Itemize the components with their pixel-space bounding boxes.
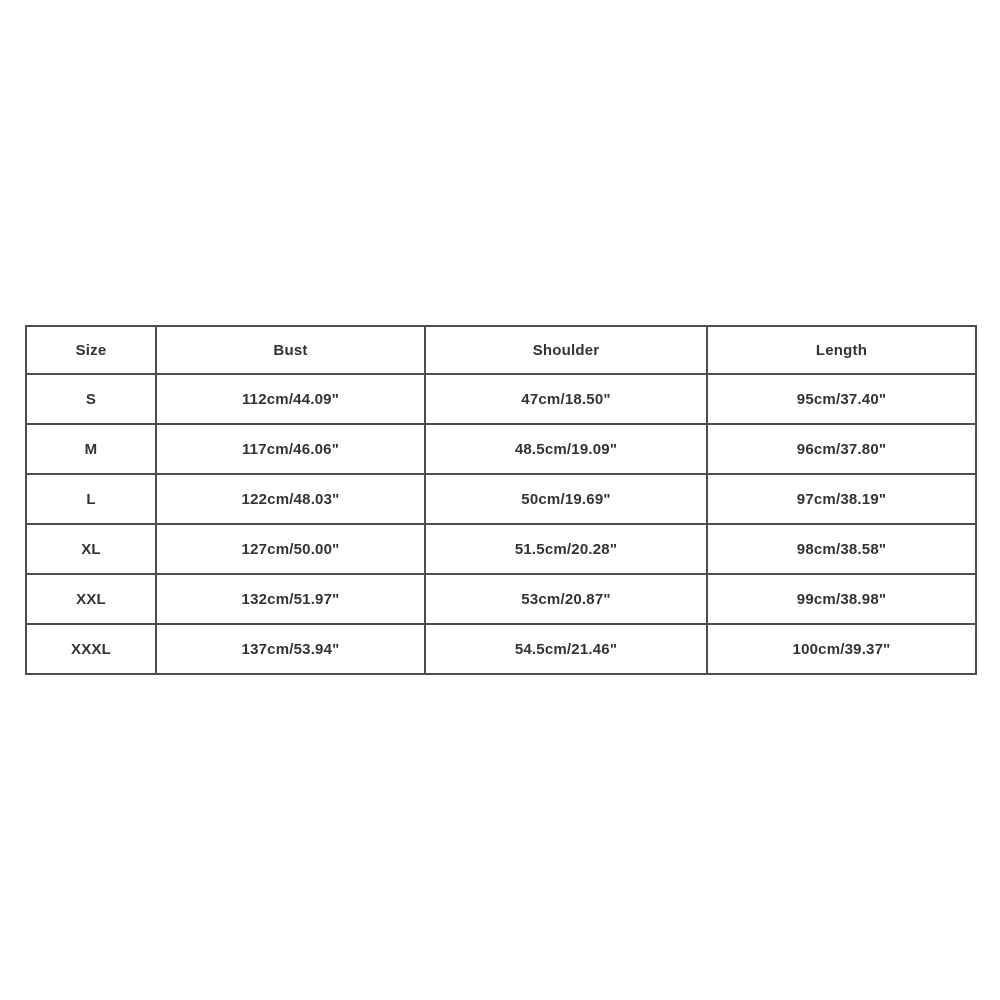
table-row-xxl	[26, 574, 976, 624]
cell-bust: 117cm/46.06"	[156, 424, 425, 474]
cell-bust: 132cm/51.97"	[156, 574, 425, 624]
cell-length: 97cm/38.19"	[707, 474, 976, 524]
cell-size: M	[26, 424, 156, 474]
column-header-size: Size	[26, 326, 156, 374]
cell-length: 100cm/39.37"	[707, 624, 976, 674]
cell-length: 99cm/38.98"	[707, 574, 976, 624]
header-row	[26, 326, 976, 374]
size-chart-table	[25, 325, 977, 675]
cell-bust: 122cm/48.03"	[156, 474, 425, 524]
cell-bust: 112cm/44.09"	[156, 374, 425, 424]
table-row-xl	[26, 524, 976, 574]
cell-shoulder: 53cm/20.87"	[425, 574, 707, 624]
column-header-bust: Bust	[156, 326, 425, 374]
table-row-m	[26, 424, 976, 474]
cell-bust: 137cm/53.94"	[156, 624, 425, 674]
cell-length: 96cm/37.80"	[707, 424, 976, 474]
cell-size: XXXL	[26, 624, 156, 674]
cell-shoulder: 54.5cm/21.46"	[425, 624, 707, 674]
column-header-length: Length	[707, 326, 976, 374]
cell-size: XXL	[26, 574, 156, 624]
cell-length: 98cm/38.58"	[707, 524, 976, 574]
table-row-xxxl	[26, 624, 976, 674]
cell-shoulder: 48.5cm/19.09"	[425, 424, 707, 474]
cell-size: L	[26, 474, 156, 524]
table-row-l	[26, 474, 976, 524]
cell-bust: 127cm/50.00"	[156, 524, 425, 574]
cell-shoulder: 47cm/18.50"	[425, 374, 707, 424]
cell-shoulder: 51.5cm/20.28"	[425, 524, 707, 574]
column-header-shoulder: Shoulder	[425, 326, 707, 374]
cell-size: XL	[26, 524, 156, 574]
table-row-s	[26, 374, 976, 424]
cell-size: S	[26, 374, 156, 424]
cell-shoulder: 50cm/19.69"	[425, 474, 707, 524]
cell-length: 95cm/37.40"	[707, 374, 976, 424]
